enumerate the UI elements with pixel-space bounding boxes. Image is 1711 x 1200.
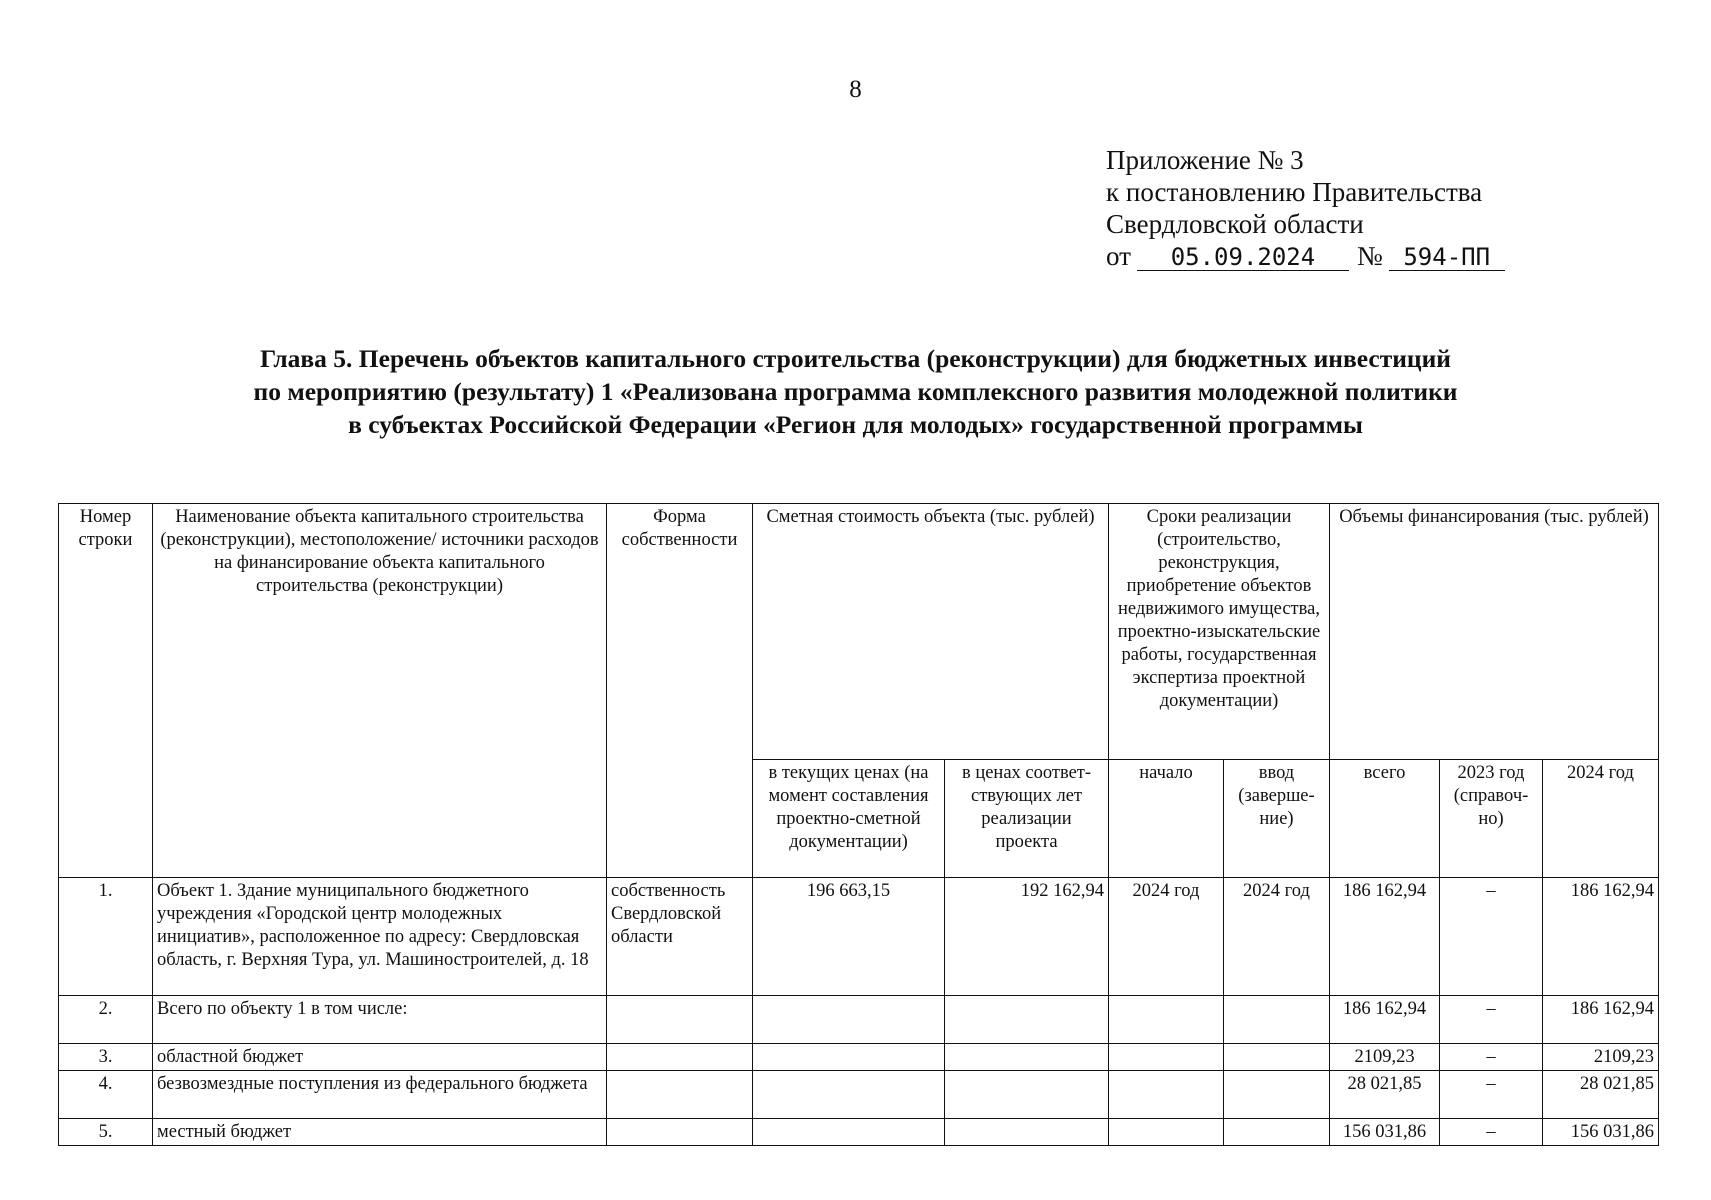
object-name-cell: областной бюджет bbox=[153, 1044, 607, 1071]
year-2023-cell: – bbox=[1440, 996, 1543, 1044]
appendix-region: Свердловской области bbox=[1106, 209, 1364, 239]
header-start: начало bbox=[1109, 760, 1224, 878]
project-prices-cell bbox=[945, 1119, 1109, 1146]
object-name-cell: местный бюджет bbox=[153, 1119, 607, 1146]
commissioning-cell bbox=[1224, 996, 1330, 1044]
header-row-number: Номер строки bbox=[59, 504, 153, 878]
header-commissioning: ввод (заверше-ние) bbox=[1224, 760, 1330, 878]
year-2023-cell: – bbox=[1440, 1071, 1543, 1119]
total-cell: 186 162,94 bbox=[1330, 996, 1440, 1044]
heading-line-3: в субъектах Российской Федерации «Регион для молодых» государственной программы bbox=[348, 410, 1363, 439]
project-prices-cell bbox=[945, 996, 1109, 1044]
year-2024-cell: 2109,23 bbox=[1543, 1044, 1659, 1071]
commissioning-cell bbox=[1224, 1071, 1330, 1119]
row-number-cell: 1. bbox=[59, 878, 153, 996]
object-name-cell: безвозмездные поступления из федерального бюджета bbox=[153, 1071, 607, 1119]
ownership-cell bbox=[607, 1071, 753, 1119]
appendix-decree: к постановлению Правительства bbox=[1106, 177, 1483, 207]
header-funding: Объемы финансирования (тыс. рублей) bbox=[1330, 504, 1659, 760]
row-number-cell: 5. bbox=[59, 1119, 153, 1146]
table-row bbox=[59, 1119, 1659, 1146]
header-total: всего bbox=[1330, 760, 1440, 878]
object-name-cell: Объект 1. Здание муниципального бюджетного учреждения «Городской центр молодежных инициатив», расположенное по адресу: Свердловская область, г. Верхняя Тура, ул. Машиностроителей, д. 18 bbox=[153, 878, 607, 996]
objects-table bbox=[58, 503, 1659, 1146]
year-2024-cell: 28 021,85 bbox=[1543, 1071, 1659, 1119]
current-prices-cell bbox=[753, 1044, 945, 1071]
start-cell bbox=[1109, 1071, 1224, 1119]
number-label: № bbox=[1356, 241, 1383, 271]
year-2023-cell: – bbox=[1440, 1044, 1543, 1071]
ownership-cell: собственность Свердловской области bbox=[607, 878, 753, 996]
ownership-cell bbox=[607, 1044, 753, 1071]
current-prices-cell bbox=[753, 996, 945, 1044]
current-prices-cell bbox=[753, 1119, 945, 1146]
year-2024-cell: 156 031,86 bbox=[1543, 1119, 1659, 1146]
header-current-prices: в текущих ценах (на момент составления проектно-сметной документации) bbox=[753, 760, 945, 878]
year-2023-cell: – bbox=[1440, 1119, 1543, 1146]
current-prices-cell bbox=[753, 1071, 945, 1119]
row-number-cell: 3. bbox=[59, 1044, 153, 1071]
project-prices-cell bbox=[945, 1044, 1109, 1071]
heading-line-2: по мероприятию (результату) 1 «Реализована программа комплексного развития молодежной политики bbox=[253, 377, 1458, 406]
header-ownership: Форма собственности bbox=[607, 504, 753, 878]
page-number: 8 bbox=[849, 76, 862, 103]
appendix-title: Приложение № 3 bbox=[1106, 145, 1304, 175]
project-prices-cell bbox=[945, 1071, 1109, 1119]
current-prices-cell: 196 663,15 bbox=[753, 878, 945, 996]
appendix-block bbox=[1106, 144, 1505, 272]
year-2024-cell: 186 162,94 bbox=[1543, 878, 1659, 996]
total-cell: 2109,23 bbox=[1330, 1044, 1440, 1071]
header-timeline: Сроки реализации (строительство, реконструкция, приобретение объектов недвижимого имущества, проектно-изыскательские работы, государственная экспертиза проектной документации) bbox=[1109, 504, 1330, 760]
object-name-cell: Всего по объекту 1 в том числе: bbox=[153, 996, 607, 1044]
commissioning-cell bbox=[1224, 1044, 1330, 1071]
ownership-cell bbox=[607, 1119, 753, 1146]
total-cell: 28 021,85 bbox=[1330, 1071, 1440, 1119]
header-estimated-cost: Сметная стоимость объекта (тыс. рублей) bbox=[753, 504, 1109, 760]
commissioning-cell bbox=[1224, 1119, 1330, 1146]
header-project-prices: в ценах соответ-ствующих лет реализации проекта bbox=[945, 760, 1109, 878]
header-row-1 bbox=[59, 504, 1659, 760]
year-2023-cell: – bbox=[1440, 878, 1543, 996]
year-2024-cell: 186 162,94 bbox=[1543, 996, 1659, 1044]
header-object-name: Наименование объекта капитального строительства (реконструкции), местоположение/ источники расходов на финансирование объекта капитального строительства (реконструкции) bbox=[153, 504, 607, 878]
total-cell: 186 162,94 bbox=[1330, 878, 1440, 996]
heading-line-1: Глава 5. Перечень объектов капитального строительства (реконструкции) для бюджетных инвестиций bbox=[260, 344, 1451, 373]
start-cell bbox=[1109, 1119, 1224, 1146]
start-cell bbox=[1109, 996, 1224, 1044]
chapter-heading bbox=[100, 342, 1611, 441]
decree-number: 594-ПП bbox=[1389, 244, 1505, 271]
header-year-2024: 2024 год bbox=[1543, 760, 1659, 878]
table-row bbox=[59, 996, 1659, 1044]
table-row bbox=[59, 1044, 1659, 1071]
decree-date: 05.09.2024 bbox=[1137, 244, 1349, 271]
header-year-2023: 2023 год (справоч-но) bbox=[1440, 760, 1543, 878]
commissioning-cell: 2024 год bbox=[1224, 878, 1330, 996]
row-number-cell: 2. bbox=[59, 996, 153, 1044]
start-cell bbox=[1109, 1044, 1224, 1071]
total-cell: 156 031,86 bbox=[1330, 1119, 1440, 1146]
appendix-date-line bbox=[1106, 240, 1505, 272]
start-cell: 2024 год bbox=[1109, 878, 1224, 996]
table-row bbox=[59, 878, 1659, 996]
ownership-cell bbox=[607, 996, 753, 1044]
row-number-cell: 4. bbox=[59, 1071, 153, 1119]
table-row bbox=[59, 1071, 1659, 1119]
from-label: от bbox=[1106, 241, 1131, 271]
project-prices-cell: 192 162,94 bbox=[945, 878, 1109, 996]
